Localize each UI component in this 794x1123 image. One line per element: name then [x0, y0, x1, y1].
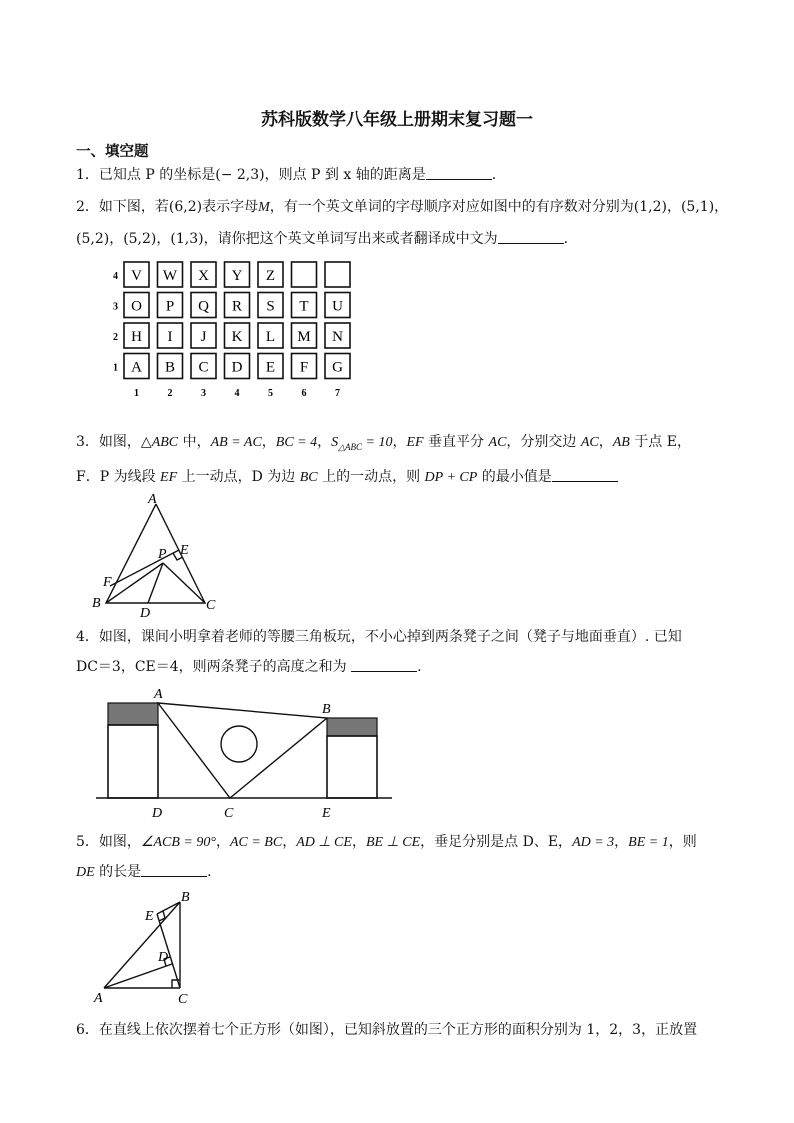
grid-letter: Y [231, 268, 243, 284]
grid-letter: K [231, 329, 243, 345]
right-bench-top [327, 718, 377, 736]
grid-col-label: 3 [201, 388, 206, 399]
q3-math: EF [160, 470, 178, 485]
answer-blank[interactable] [426, 165, 492, 180]
answer-blank[interactable] [141, 862, 207, 877]
question-1 [76, 165, 496, 185]
q5-text: ， [351, 834, 366, 850]
q5-text: ， [282, 834, 297, 850]
grid-col-label: 1 [134, 388, 139, 399]
label-d: D [158, 950, 169, 965]
q3-text: 上一动点，D 为边 [177, 469, 300, 485]
grid-col-label: 5 [268, 388, 273, 399]
grid-letter: U [332, 298, 343, 315]
q3-text: F．P 为线段 [76, 469, 161, 485]
segment-be [157, 902, 180, 914]
label-d: D [140, 606, 151, 621]
answer-blank[interactable] [351, 657, 417, 672]
grid-row-label: 2 [113, 332, 118, 343]
q5-math: AD = 3 [572, 835, 615, 850]
grid-letter: P [165, 298, 175, 315]
q3-text: 于点 E， [629, 434, 691, 450]
q3-math: AB = AC [210, 435, 262, 450]
q2-text: (5,2)，(5,2)，(1,3)，请你把这个英文单词写出来或者翻译成中文为 [76, 231, 498, 247]
grid-letter: O [131, 298, 142, 315]
q3-text: 垂直平分 [423, 434, 489, 450]
q2-period: . [563, 231, 569, 247]
right-bench [327, 736, 377, 798]
q3-math: S [331, 435, 339, 450]
q3-math: BC = 4 [275, 435, 318, 450]
q3-text: 3．如图，△ [76, 434, 152, 450]
answer-blank[interactable] [552, 467, 618, 482]
grid-cell [325, 262, 350, 287]
grid-letter: H [131, 329, 142, 345]
label-e: E [145, 909, 154, 924]
q3-text: ， [392, 434, 407, 450]
question-3-line-2 [76, 467, 618, 488]
label-e: E [180, 543, 189, 558]
left-bench [108, 725, 158, 798]
label-c: C [224, 806, 234, 821]
q5-math: BE = 1 [628, 835, 669, 850]
grid-letter: V [131, 268, 142, 284]
triangle-figure-q5 [92, 890, 212, 1008]
grid-letter: J [200, 329, 207, 345]
q5-text: ， [614, 834, 629, 850]
grid-letter: N [332, 329, 343, 345]
segment-pc [163, 563, 205, 603]
question-1-period: . [491, 167, 497, 183]
grid-row-label: 3 [113, 301, 118, 313]
label-c: C [178, 992, 188, 1007]
q3-math: ABC [151, 435, 179, 450]
label-b: B [92, 596, 101, 611]
label-f: F [103, 575, 112, 590]
q3-text: 中， [178, 434, 211, 450]
q3-math: DP + CP [424, 470, 478, 485]
q5-text: 的长是 [94, 864, 142, 880]
q2-text: 2．如下图，若(6,2)表示字母 [76, 199, 259, 215]
grid-letter: F [299, 359, 309, 376]
left-bench-top [108, 703, 158, 725]
q5-math: DE [76, 865, 95, 880]
question-4-line-1 [76, 627, 682, 647]
label-a: A [148, 492, 157, 507]
grid-letter: A [131, 359, 142, 376]
label-a: A [94, 991, 103, 1006]
q3-math: AC [580, 435, 599, 450]
label-e: E [322, 806, 331, 821]
q3-math: BC [299, 470, 318, 485]
question-5-line-2 [76, 862, 212, 883]
letter-grid-figure [112, 258, 362, 410]
q3-math-sub: △ABC [338, 441, 363, 452]
q3-math: AB [612, 435, 630, 450]
q5-math: AD ⊥ CE [296, 835, 352, 850]
grid-col-label: 4 [234, 388, 240, 399]
q2-text: ，有一个英文单词的字母顺序对应如图中的有序数对分别为(1,2)，(5,1)， [269, 199, 729, 215]
grid-letter: Z [265, 268, 276, 284]
grid-letter: Q [198, 298, 209, 315]
grid-letter: T [299, 298, 309, 315]
question-1-text: 1．已知点 P 的坐标是(− 2,3)，则点 P 到 x 轴的距离是 [76, 167, 426, 183]
q3-text: ， [261, 434, 276, 450]
grid-letter: L [265, 329, 276, 345]
grid-letter: X [198, 268, 209, 284]
set-square-hole [221, 726, 257, 762]
label-p: P [158, 547, 167, 562]
q2-math-m: M [258, 200, 270, 215]
grid-col-label: 2 [167, 388, 173, 399]
grid-col-label: 7 [335, 388, 340, 399]
q3-text: ，分别交边 [506, 434, 581, 450]
q3-math: = 10 [362, 435, 393, 450]
triangle-figure-q3 [90, 492, 230, 620]
q3-text: 的最小值是 [477, 469, 552, 485]
q3-math: EF [406, 435, 424, 450]
question-5-line-1 [76, 832, 697, 853]
q5-period: . [207, 864, 212, 880]
grid-letter: I [167, 329, 173, 345]
label-b: B [181, 890, 190, 905]
grid-letter: D [231, 359, 243, 376]
question-4-line-2 [76, 657, 422, 677]
grid-letter: M [297, 329, 311, 345]
q5-text: 5．如图， [76, 834, 141, 850]
grid-letter: C [198, 359, 209, 376]
q5-math: AC = BC [229, 835, 283, 850]
answer-blank[interactable] [498, 229, 564, 244]
question-2-line-2 [76, 229, 568, 249]
q4-text: 4．如图，课间小明拿着老师的等腰三角板玩，不小心掉到两条凳子之间（凳子与地面垂直）. 已知 [76, 629, 682, 645]
label-d: D [152, 806, 163, 821]
q3-math: AC [488, 435, 507, 450]
grid-cell [292, 262, 317, 287]
question-2-line-1 [76, 197, 728, 218]
q3-text: ， [598, 434, 613, 450]
grid-letter: R [231, 298, 243, 315]
q3-text: ， [317, 434, 332, 450]
q5-math: BE ⊥ CE [365, 835, 421, 850]
section-title: 一、填空题 [76, 144, 149, 160]
grid-row-label: 1 [113, 362, 118, 374]
q4-text: DC＝3，CE＝4，则两条凳子的高度之和为 [76, 659, 347, 675]
page-title: 苏科版数学八年级上册期末复习题一 [261, 110, 533, 130]
grid-col-label: 6 [301, 388, 307, 399]
q3-text: 上的一动点，则 [317, 469, 425, 485]
q5-text: ， [215, 834, 230, 850]
grid-letter: S [266, 298, 275, 315]
q6-text: 6．在直线上依次摆着七个正方形（如图），已知斜放置的三个正方形的面积分别为 1，2，3，正放置 [76, 1022, 698, 1038]
q5-math: ∠ACB = 90° [140, 835, 216, 850]
q5-text: ，则 [668, 834, 697, 850]
question-3-line-1 [76, 432, 691, 457]
q5-text: ，垂足分别是点 D、E， [420, 834, 573, 850]
benches-figure-q4 [94, 683, 394, 823]
grid-letter: B [164, 359, 176, 376]
grid-row-label: 4 [113, 271, 118, 282]
grid-letter: G [332, 359, 343, 376]
grid-letter: W [162, 268, 178, 284]
question-6-line-1 [76, 1020, 697, 1040]
grid-letter: E [265, 359, 276, 376]
label-a: A [154, 687, 163, 702]
q4-period: . [417, 659, 422, 675]
set-square [158, 703, 327, 798]
label-c: C [206, 598, 216, 613]
label-b: B [322, 702, 331, 717]
